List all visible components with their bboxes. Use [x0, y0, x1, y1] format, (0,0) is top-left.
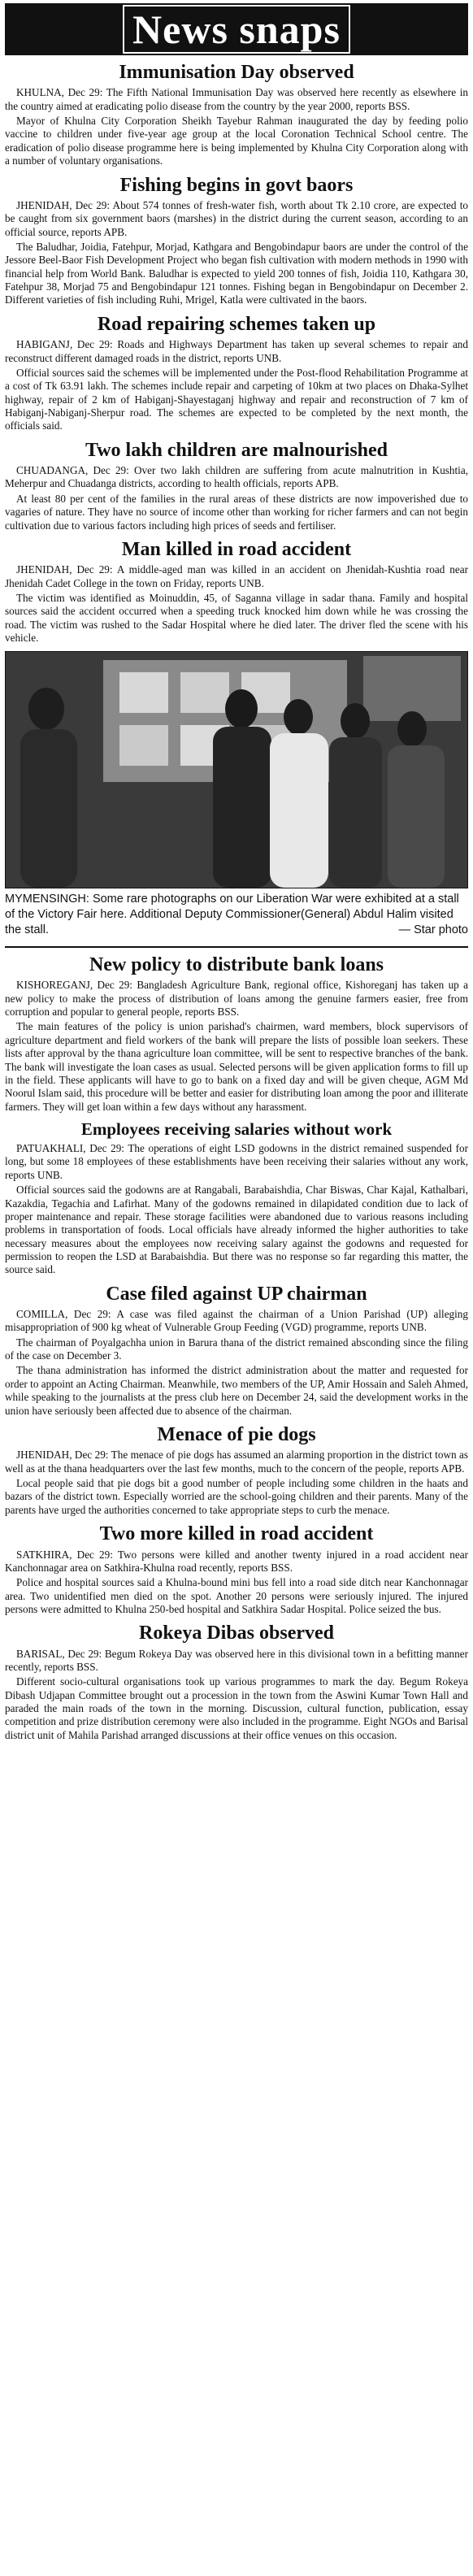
story-headline: Road repairing schemes taken up [97, 313, 376, 335]
story [5, 1523, 468, 1616]
stories-top [5, 62, 468, 645]
story [5, 539, 468, 645]
story-paragraph: Official sources said the schemes will be implemented under the Post-flood Rehabilitation Programme at a cost of Tk 63.91 lakh. The schemes include repair and carpeting of 10km at two places on Dhaka-Sylhet highway, repair of 2 km of Habiganj-Shayestaganj highway and repair and reconstruction of 7 km of Habiganj-Nabiganj-Sherpur road. The schemes are expected to be completed by the next month, the officials said. [5, 366, 468, 432]
story-paragraph: HABIGANJ, Dec 29: Roads and Highways Department has taken up several schemes to repair and reconstruct different damaged roads in the district, reports UNB. [5, 338, 468, 364]
story-headline: Menace of pie dogs [157, 1423, 316, 1445]
story-headline: Immunisation Day observed [119, 62, 354, 83]
story-paragraph: The main features of the policy is union parishad's chairmen, ward members, block supervisors of agriculture department and field workers of the bank will prepare the lists of possible loan seekers. These lists after approval by the thana agriculture loan committee, will be sent to respective branches of the bank. The bank will investigate the loan cases as usual. Selected persons will be given application forms to fill up in the field. These applicants will have to go to bank on a fixed day and will be given cheque, AGM Md Noorul Islam said, this procedure will be better and easier for distributing loan among the poor and illiterate farmers. They will get loan within a few days without any harassment. [5, 1020, 468, 1113]
masthead [5, 3, 468, 55]
story-paragraph: KISHOREGANJ, Dec 29: Bangladesh Agriculture Bank, regional office, Kishoreganj has taken up a new policy to make the process of distribution of loans among the genuine farmers easier, free from corruption and popular to general people, reports BSS. [5, 979, 468, 1019]
newspaper-page [5, 3, 468, 1744]
story [5, 314, 468, 433]
story [5, 1424, 468, 1517]
story-headline: Two more killed in road accident [99, 1523, 374, 1545]
photo-credit: — Star photo [398, 923, 468, 937]
story-paragraph: Different socio-cultural organisations took up various programmes to mark the day. Begum Rokeya Dibash Udjapan Committee brought out a procession in the town from the Aswini Kumar Town Hall and paraded the main roads of the town in the morning. Discussion, cultural function, publication, essay competition and prize distribution ceremony were also included in the programme. Eight NGOs and Barisal district unit of Mahila Parishad arranged discussions at their office venues on this occasion. [5, 1675, 468, 1741]
story-paragraph: The thana administration has informed the district administration about the matter and requested for order to appoint an Acting Chairman. Meanwhile, two members of the UP, Amir Hossain and Saleh Ahmed, while speaking to the journalists at the press club here on December 24, said the development works in the union have seriously been affected due to absence of the chairman. [5, 1364, 468, 1417]
story-headline: Employees receiving salaries without work [80, 1119, 393, 1139]
story [5, 954, 468, 1114]
masthead-title: News snaps [123, 5, 350, 54]
story [5, 62, 468, 168]
story-paragraph: PATUAKHALI, Dec 29: The operations of eight LSD godowns in the district remained suspended for long, but some 18 employees of these establishments have been receiving their salaries without any work, reports UNB. [5, 1142, 468, 1181]
story-paragraph: At least 80 per cent of the families in the rural areas of these districts are now impoverished due to vagaries of nature. They have no source of income other than working for richer farmers and can not begin cultivation due to various factors including high prices of seeds and fertiliser. [5, 492, 468, 532]
story [5, 440, 468, 532]
photo-caption-text: MYMENSINGH: Some rare photographs on our Liberation War were exhibited at a stall of the Victory Fair here. Additional Deputy Commissioner(General) Abdul Halim visited the stall. [5, 893, 459, 937]
story-headline: New policy to distribute bank loans [89, 954, 384, 975]
story-paragraph: CHUADANGA, Dec 29: Over two lakh children are suffering from acute malnutrition in Kushtia, Meherpur and Chuadanga districts, according to health officials, reports APB. [5, 464, 468, 490]
story-paragraph: COMILLA, Dec 29: A case was filed against the chairman of a Union Parishad (UP) alleging misappropriation of 900 kg wheat of Vulnerable Group Feeding (VGD) programme, reports UNB. [5, 1308, 468, 1334]
story-paragraph: JHENIDAH, Dec 29: About 574 tonnes of fresh-water fish, worth about Tk 2.10 crore, are expected to be caught from six government baors (marshes) in the district during the current season, according to an official source, reports APB. [5, 198, 468, 238]
story [5, 175, 468, 307]
photo-caption [5, 892, 468, 938]
story-paragraph: Local people said that pie dogs bit a good number of people including some children in the haats and bazars of the district town. Especially worried are the school-going children and their parents. Many of the parents have urged the authorities concerned to take appropriate steps to curb the menace. [5, 1477, 468, 1516]
story-paragraph: The victim was identified as Moinuddin, 45, of Saganna village in sadar thana. Family and hospital sources said the accident occurred when a speeding truck knocked him down while he was crossing the road. The victim was rushed to the Sadar Hospital where he died later. The driver fled the scene with his vehicle. [5, 592, 468, 645]
story-paragraph: JHENIDAH, Dec 29: The menace of pie dogs has assumed an alarming proportion in the district town as well as at the thana headquarters over the last few months, much to the concern of the people, reports APB. [5, 1449, 468, 1475]
story-paragraph: Official sources said the godowns are at Rangabali, Barabaishdia, Char Biswas, Char Kajal, Kathalbari, Kazakdia, Tegachia and Lafirhat. Many of the godowns remained in dilapidated condition due to lack of proper maintenance and repair. These storage facilities were abandoned due to various reasons including problems in transportation of foods. Local officials have already informed the higher authorities to take necessary measures about the employees now receiving salary against the godowns and requested for permission to reopen the LSD at Barabaishdia. But there was no response so far regarding this matter, the source said. [5, 1184, 468, 1276]
story-paragraph: The Baludhar, Joidia, Fatehpur, Morjad, Kathgara and Bengobindapur baors are under the control of the Jessore Beel-Baor Fish Development Project who began fish cultivation with modern methods in 1990 with financial help from World Bank. Baludhar is expected to yield 200 tonnes of fish, Joidia 110, Kathgara 30, Fatehpur 38, Morjad 75 and Bengobindapur 121 tonnes. Fishing began in Bengobindapur on December 2. Different varieties of fish including Ruhi, Mrigel, Katla were cultivated in the baors. [5, 241, 468, 306]
story-headline: Man killed in road accident [121, 538, 352, 560]
story-paragraph: Police and hospital sources said a Khulna-bound mini bus fell into a road side ditch near Kanchonnagar area. Two unidentified men died on the spot. Another 20 persons were seriously injured. The injured persons were admitted to Khulna 250-bed hospital and Satkhira Sadar Hospital. Police seized the bus. [5, 1576, 468, 1615]
story-headline: Case filed against UP chairman [106, 1283, 367, 1305]
story [5, 1120, 468, 1277]
story-paragraph: JHENIDAH, Dec 29: A middle-aged man was killed in an accident on Jhenidah-Kushtia road near Jhenidah Cadet College in the town on Friday, reports UNB. [5, 563, 468, 589]
story-paragraph: Mayor of Khulna City Corporation Sheikh Tayebur Rahman inaugurated the day by feeding polio vaccine to children under five-year age group at the local Coronation Technical School centre. The eradication of polio disease programme here is being implemented by Khulna City Corporation along with a number of voluntary organisations. [5, 115, 468, 167]
story [5, 1622, 468, 1742]
divider [5, 946, 468, 948]
story-headline: Fishing begins in govt baors [119, 174, 354, 196]
news-photo [5, 651, 468, 888]
stories-bottom [5, 954, 468, 1742]
story-paragraph: KHULNA, Dec 29: The Fifth National Immunisation Day was observed here recently as elsewhere in the country aimed at eradicating polio disease from the country by the year 2000, reports BSS. [5, 86, 468, 112]
story-paragraph: The chairman of Poyalgachha union in Barura thana of the district remained absconding since the filing of the case on December 3. [5, 1336, 468, 1362]
story-headline: Two lakh children are malnourished [85, 439, 388, 461]
story-paragraph: SATKHIRA, Dec 29: Two persons were killed and another twenty injured in a road accident near Kanchonnagar area on Satkhira-Khulna road recently, reports BSS. [5, 1548, 468, 1574]
story-paragraph: BARISAL, Dec 29: Begum Rokeya Day was observed here in this divisional town in a befitting manner recently, reports BSS. [5, 1647, 468, 1674]
story [5, 1284, 468, 1418]
story-headline: Rokeya Dibas observed [138, 1622, 334, 1644]
photo-illustration [6, 652, 467, 888]
